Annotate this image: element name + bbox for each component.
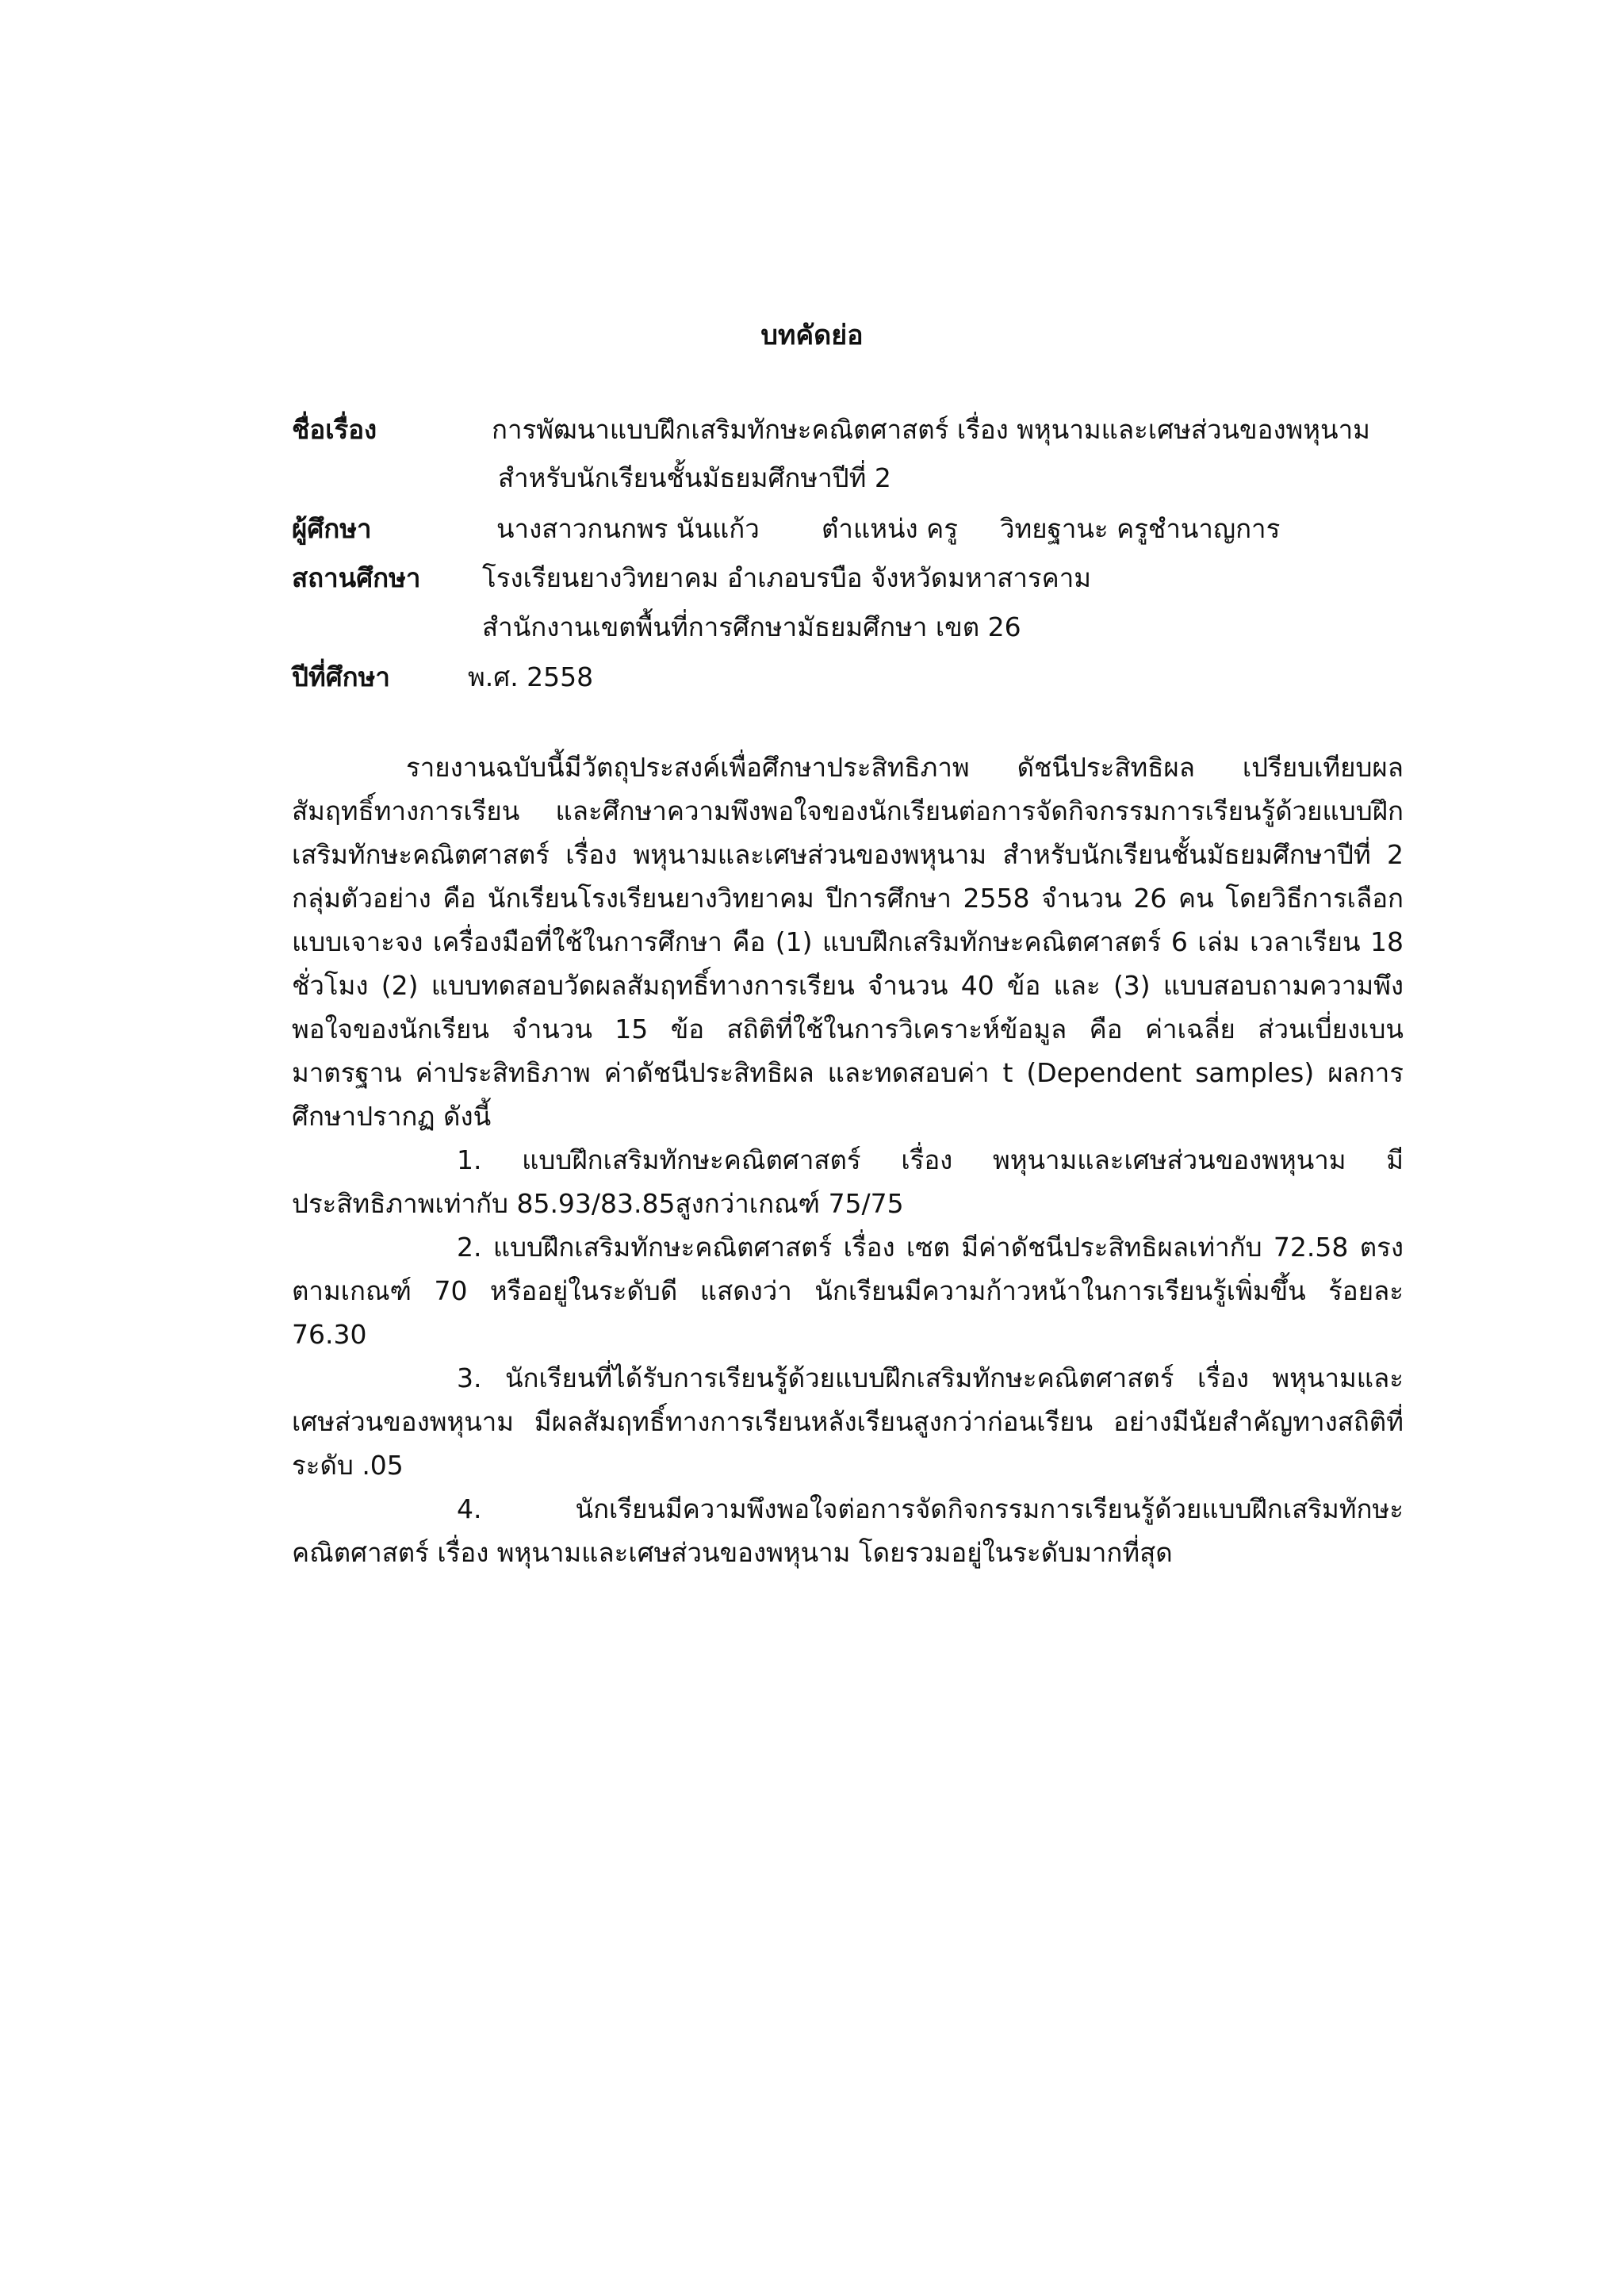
- school-line-2: สำนักงานเขตพื้นที่การศึกษามัธยมศึกษา เขต 26: [482, 611, 1021, 642]
- author-rank: วิทยฐานะ ครูชำนาญการ: [1000, 513, 1281, 544]
- topic-line-2: สำหรับนักเรียนชั้นมัธยมศึกษาปีที่ 2: [498, 462, 891, 493]
- finding-2: 2. แบบฝึกเสริมทักษะคณิตศาสตร์ เรื่อง เซต มีค่าดัชนีประสิทธิผลเท่ากับ 72.58 ตรงตามเกณฑ์ 70 หรืออยู่ในระดับดี แสดงว่า นักเรียนมีความก้าวหน้าในการเรียนรู้เพิ่มขึ้น ร้อยละ 76.30: [292, 1232, 1404, 1350]
- finding-4: 4. นักเรียนมีความพึงพอใจต่อการจัดกิจกรรมการเรียนรู้ด้วยแบบฝึกเสริมทักษะคณิตศาสตร์ เรื่อง พหุนามและเศษส่วนของพหุนาม โดยรวมอยู่ในระดับมากที่สุด: [292, 1493, 1404, 1568]
- school-label: สถานศึกษา: [292, 562, 421, 593]
- page-title: บทคัดย่อ: [760, 320, 864, 351]
- year-label: ปีที่ศึกษา: [292, 661, 390, 692]
- abstract-body: [292, 746, 1404, 1574]
- year-value: พ.ศ. 2558: [468, 661, 594, 692]
- finding-1: 1. แบบฝึกเสริมทักษะคณิตศาสตร์ เรื่อง พหุนามและเศษส่วนของพหุนาม มีประสิทธิภาพเท่ากับ 85.93/83.85สูงกว่าเกณฑ์ 75/75: [292, 1144, 1404, 1219]
- abstract-paragraph: รายงานฉบับนี้มีวัตถุประสงค์เพื่อศึกษาประสิทธิภาพ ดัชนีประสิทธิผล เปรียบเทียบผลสัมฤทธิ์ทางการเรียน และศึกษาความพึงพอใจของนักเรียนต่อการจัดกิจกรรมการเรียนรู้ด้วยแบบฝึกเสริมทักษะคณิตศาสตร์ เรื่อง พหุนามและเศษส่วนของพหุนาม สำหรับนักเรียนชั้นมัธยมศึกษาปีที่ 2 กลุ่มตัวอย่าง คือ นักเรียนโรงเรียนยางวิทยาคม ปีการศึกษา 2558 จำนวน 26 คน โดยวิธีการเลือกแบบเจาะจง เครื่องมือที่ใช้ในการศึกษา คือ (1) แบบฝึกเสริมทักษะคณิตศาสตร์ 6 เล่ม เวลาเรียน 18 ชั่วโมง (2) แบบทดสอบวัดผลสัมฤทธิ์ทางการเรียน จำนวน 40 ข้อ และ (3) แบบสอบถามความพึงพอใจของนักเรียน จำนวน 15 ข้อ สถิติที่ใช้ในการวิเคราะห์ข้อมูล คือ ค่าเฉลี่ย ส่วนเบี่ยงเบนมาตรฐาน ค่าประสิทธิภาพ ค่าดัชนีประสิทธิผล และทดสอบค่า t (Dependent samples) ผลการศึกษาปรากฏ ดังนี้: [292, 752, 1404, 1132]
- school-line-1: โรงเรียนยางวิทยาคม อำเภอบรบือ จังหวัดมหาสารคาม: [482, 562, 1091, 593]
- author-label: ผู้ศึกษา: [292, 513, 372, 544]
- author-position: ตำแหน่ง ครู: [822, 513, 958, 544]
- author-name: นางสาวกนกพร นันแก้ว: [496, 513, 760, 544]
- topic-line-1: การพัฒนาแบบฝึกเสริมทักษะคณิตศาสตร์ เรื่อง พหุนามและเศษส่วนของพหุนาม: [492, 414, 1370, 445]
- finding-3: 3. นักเรียนที่ได้รับการเรียนรู้ด้วยแบบฝึกเสริมทักษะคณิตศาสตร์ เรื่อง พหุนามและเศษส่วนของพหุนาม มีผลสัมฤทธิ์ทางการเรียนหลังเรียนสูงกว่าก่อนเรียน อย่างมีนัยสำคัญทางสถิติที่ระดับ .05: [292, 1363, 1404, 1481]
- topic-label: ชื่อเรื่อง: [292, 414, 377, 445]
